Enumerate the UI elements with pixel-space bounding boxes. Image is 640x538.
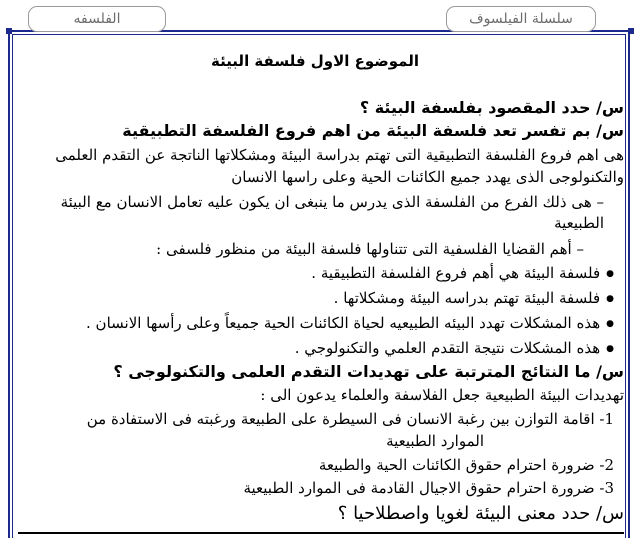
series-name: سلسلة الفيلسوف — [469, 11, 573, 27]
section-divider — [18, 532, 624, 534]
answer-dash-1: – هى ذلك الفرع من الفلسفة الذى يدرس ما ينبغى ان يكون عليه تعامل الانسان مع البيئة — [60, 193, 604, 211]
question-3: س/ ما النتائج المترتبة على تهديدات التقدم العلمى والتكنولوجى ؟ — [113, 362, 624, 381]
numbered-item-3: 3- ضرورة احترام حقوق الاجيال القادمة فى الموارد الطبيعية — [243, 479, 614, 497]
subject-name-box — [28, 6, 166, 32]
answer-dash-2: – أهم القضايا الفلسفية التى تتناولها فلسفة البيئة من منظور فلسفى : — [156, 240, 584, 258]
subject-name: الفلسفه — [73, 11, 121, 27]
answer-dash-1-cont: الطبيعية — [554, 214, 604, 232]
corner-mark-left — [6, 28, 12, 34]
bullet-item-1: ● فلسفة البيئة هي أهم فروع الفلسفة التطبيقية . — [311, 264, 614, 282]
numbered-item-2: 2- ضرورة احترام حقوق الكائنات الحية والطبيعة — [318, 456, 614, 474]
lesson-title: الموضوع الاول فلسفة البيئة — [210, 52, 420, 70]
answer-line-2: والتكنولوجى الذى يهدد جميع الكائنات الحية وعلى راسها الانسان — [231, 168, 624, 186]
bullet-item-2: ● فلسفة البيئة تهتم بدراسه البيئة ومشكلاتها . — [334, 289, 614, 307]
question-2: س/ بم تفسر تعد فلسفة البيئة من اهم فروع الفلسفة التطبيقية — [122, 121, 624, 140]
bullet-item-3: ● هذه المشكلات تهدد البيئه الطبيعيه لحياة الكائنات الحية جميعاً وعلى رأسها الانسان . — [86, 314, 614, 332]
corner-mark-right — [628, 28, 634, 34]
question-1: س/ حدد المقصود بفلسفة البيئة ؟ — [359, 98, 624, 117]
series-name-box — [446, 6, 596, 32]
numbered-item-1: 1- اقامة التوازن بين رغبة الانسان فى السيطرة على الطبيعة ورغبته فى الاستفادة من — [86, 410, 614, 428]
answer-line-1: هى اهم فروع الفلسفة التطبيقية التى تهتم بدراسة البيئة ومشكلاتها الناتجة عن التقدم العلمى — [55, 146, 624, 164]
answer-intro: تهديدات البيئة الطبيعية جعل الفلاسفة والعلماء يدعون الى : — [260, 386, 624, 404]
question-4: س/ حدد معنى البيئة لغويا واصطلاحيا ؟ — [337, 503, 624, 524]
numbered-item-1-cont: الموارد الطبيعية — [386, 432, 484, 450]
bullet-item-4: ● هذه المشكلات نتيجة التقدم العلمي والتكنولوجي . — [295, 339, 614, 357]
